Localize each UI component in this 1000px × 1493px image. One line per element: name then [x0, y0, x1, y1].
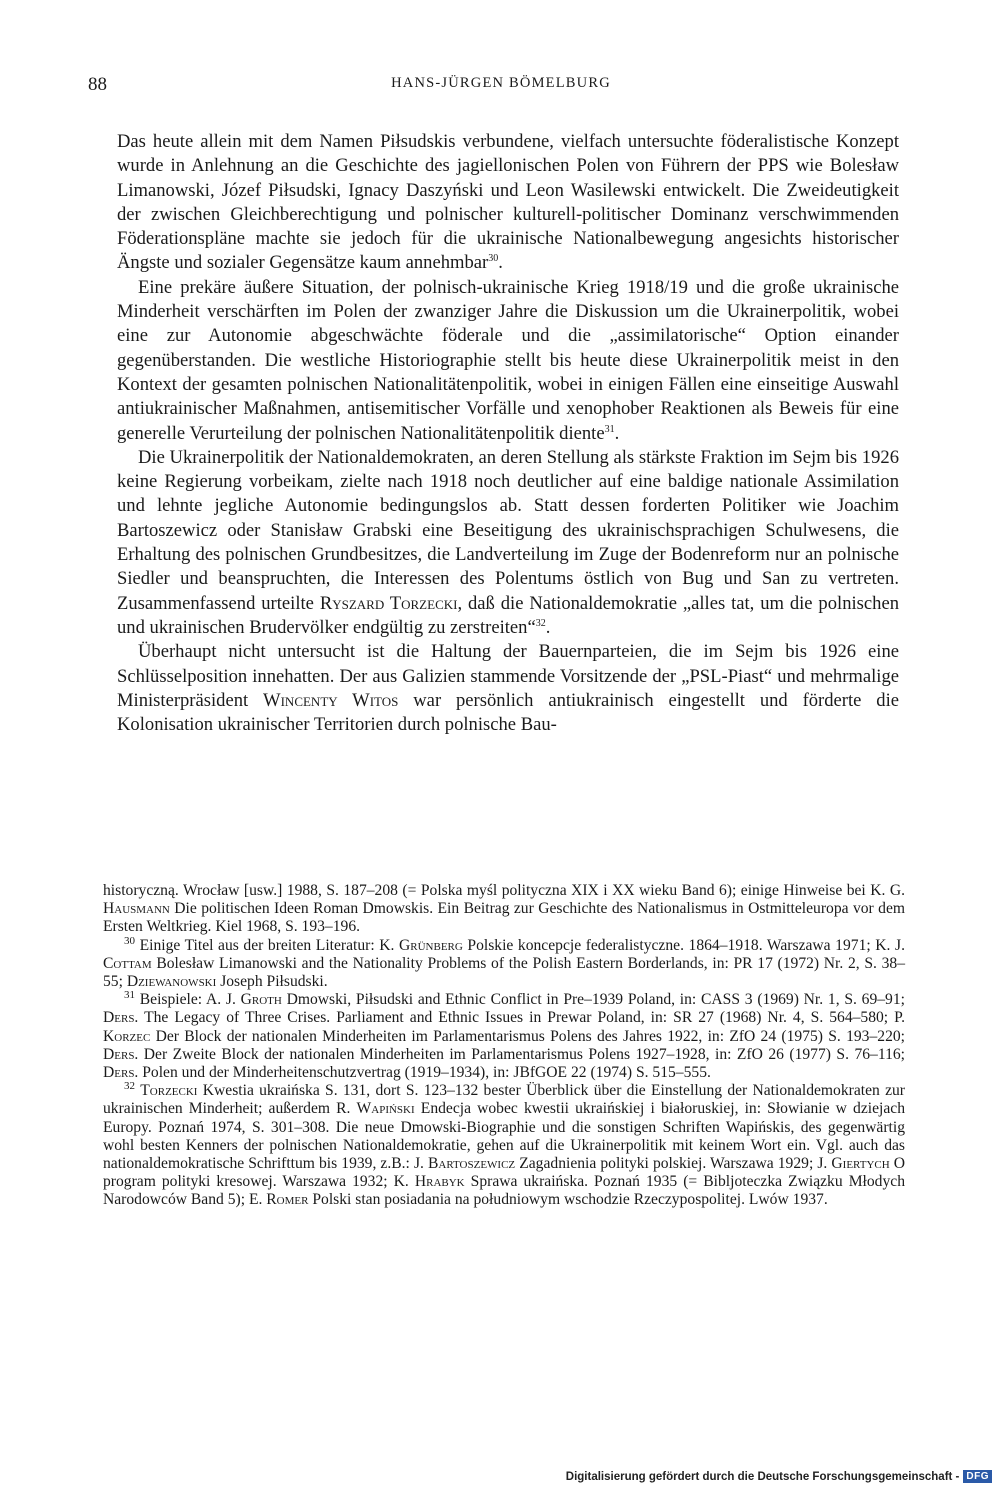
- author-name: Wapiński: [356, 1100, 415, 1118]
- author-name: Romer: [266, 1191, 309, 1209]
- author-name: Ders.: [103, 1009, 139, 1027]
- author-name: Grünberg: [399, 936, 463, 954]
- footnote-marker: 32: [535, 617, 546, 629]
- paragraph-text: war persönlich antiukrainisch eingestellt und förderte die Kolonisation ukrainischer Territorien durch polnische Bau-: [117, 689, 899, 736]
- footnote-number: 30: [124, 934, 135, 947]
- page-header: [88, 74, 914, 102]
- paragraph-4: [117, 640, 899, 737]
- author-name: Groth: [240, 991, 282, 1009]
- footnotes: [103, 882, 905, 1210]
- dfg-logo: DFG: [963, 1470, 992, 1483]
- footnote-text: Der Zweite Block der nationalen Minderheiten im Parlamentarismus Polens 1927–1928, in: ZfO 26 (1977) S. 76–116;: [138, 1045, 905, 1063]
- author-name: Hrabyk: [414, 1173, 465, 1191]
- author-name: Ryszard Torzecki: [319, 592, 458, 614]
- author-name: Korzec: [103, 1027, 151, 1045]
- footnote-text: Polskie koncepcje federalistyczne. 1864–1918. Warszawa 1971; K. J.: [462, 936, 905, 954]
- running-head: HANS-JÜRGEN BÖMELBURG: [391, 75, 611, 91]
- footnote-number: 31: [124, 989, 135, 1002]
- footnote-text: Der Block der nationalen Minderheiten im Parlamentarismus Polens des Jahres 1922, in: ZfO 24 (1975) S. 193–220;: [150, 1027, 905, 1045]
- footnote-text: Polen und der Minderheitenschutzvertrag (1919–1934), in: JBfGOE 22 (1974) S. 515–555.: [138, 1064, 711, 1082]
- footnote-number: 32: [124, 1080, 135, 1093]
- paragraph-3: [117, 446, 899, 640]
- footnote-marker: 31: [604, 423, 615, 435]
- author-name: Giertych: [831, 1155, 890, 1173]
- page-number: 88: [88, 74, 107, 95]
- author-name: Ders.: [103, 1064, 139, 1082]
- author-name: Bartoszewicz: [428, 1155, 516, 1173]
- footnote-text: Einige Titel aus der breiten Literatur: K.: [135, 936, 399, 954]
- punctuation: .: [545, 616, 551, 638]
- footnote-continuation: [103, 882, 905, 937]
- footnote-text: Kwestia ukraińska S. 131, dort S. 123–132 bester Überblick über die Einstellung der Nationaldemokraten zur ukrainischen Minderheit; außerdem R.: [103, 1082, 905, 1118]
- paragraph-2: [117, 276, 899, 446]
- footnote-marker: 30: [488, 253, 499, 265]
- digitization-credit: [566, 1470, 992, 1483]
- author-name: Hausmann: [103, 900, 170, 918]
- footnote-text: Sprawa ukraińska. Poznań 1935 (= Bibljoteczka Związku Młodych Narodowców Band 5); E.: [103, 1173, 905, 1209]
- footnote-32: [103, 1082, 905, 1209]
- author-name: Dziewanowski: [126, 973, 217, 991]
- footnote-text: Joseph Piłsudski.: [216, 973, 328, 991]
- author-name: Wincenty Witos: [263, 689, 399, 711]
- footnote-text: Bolesław Limanowski and the Nationality Problems of the Polish Eastern Borderlands, in: PR 17 (1972) Nr. 2, S. 38–55;: [103, 954, 905, 991]
- footnote-text: Zagadnienia polityki polskiej. Warszawa 1929; J.: [515, 1155, 832, 1173]
- paragraph-text: Das heute allein mit dem Namen Piłsudskis verbundene, vielfach untersuchte föderalistische Konzept wurde in Anlehnung an die Geschichte des jagiellonischen Polen von Führern der PPS wie Bolesław Limanowski, Józef Piłsudski, Ignacy Daszyński und Leon Wasilewski entwickelt. Die Zweideutigkeit der zwischen Gleichberechtigung und polnischer kulturell-politischer Dominanz verschwimmenden Föderationspläne machte sie jedoch für die ukrainische Nationalbewegung angesichts historischer Ängste und sozialer Gegensätze kaum annehmbar: [117, 131, 899, 274]
- author-name: Torzecki: [140, 1082, 198, 1100]
- credit-text: Digitalisierung gefördert durch die Deutsche Forschungsgemeinschaft -: [565, 1470, 960, 1483]
- footnote-text: Dmowski, Piłsudski and Ethnic Conflict in Pre–1939 Poland, in: CASS 3 (1969) Nr. 1, S. 69–91;: [281, 991, 905, 1009]
- footnote-31: [103, 991, 905, 1082]
- punctuation: .: [498, 252, 503, 274]
- paragraph-text: Eine prekäre äußere Situation, der polnisch-ukrainische Krieg 1918/19 und die große ukrainische Minderheit verschärften im Polen der zwanziger Jahre die Diskussion um die Ukrainerpolitik, wobei eine zur Autonomie abgeschwächte föderale und die „assimilatorische“ Option einander gegenüberstanden. Die westliche Historiographie stellt bis heute diese Ukrainerpolitik meist in den Kontext der gesamten polnischen Nationalitätenpolitik, wobei in einigen Fällen eine einseitige Auswahl antiukrainischer Maßnahmen, antisemitischer Vorfälle und xenophober Reaktionen als Beweis für eine generelle Verurteilung der polnischen Nationalitätenpolitik diente: [117, 276, 899, 444]
- footnote-text: Die politischen Ideen Roman Dmowskis. Ein Beitrag zur Geschichte des Nationalismus in Ostmitteleuropa vor dem Ersten Weltkrieg. Kiel 1968, S. 193–196.: [103, 900, 905, 936]
- body-text: [117, 130, 899, 737]
- footnote-text: historyczną. Wrocław [usw.] 1988, S. 187–208 (= Polska myśl polityczna XIX i XX wieku Band 6); einige Hinweise bei K. G.: [103, 882, 905, 899]
- footnote-30: [103, 934, 905, 992]
- author-name: Ders.: [103, 1045, 139, 1063]
- paragraph-text: Die Ukrainerpolitik der Nationaldemokraten, an deren Stellung als stärkste Fraktion im Sejm bis 1926 keine Regierung vorbeikam, zielte nach 1918 noch deutlicher auf eine baldige nationale Assimilation und lehnte jegliche Autonomie bedingungslos ab. Statt dessen forderten Politiker wie Joachim Bartoszewicz oder Stanisław Grabski eine Beseitigung des ukrainischsprachigen Schulwesens, die Erhaltung des polnischen Grundbesitzes, die Landverteilung im Zuge der Bodenreform nur an polnische Siedler und beanspruchten, die Interessen des Polentums östlich von Bug und San zu vertreten. Zusammenfassend urteilte: [117, 446, 899, 614]
- footnote-text: Beispiele: A. J.: [135, 991, 241, 1009]
- author-name: Cottam: [103, 954, 152, 972]
- punctuation: .: [614, 422, 620, 444]
- footnote-text: O program polityki kresowej. Warszawa 1932; K.: [103, 1155, 906, 1191]
- paragraph-text: , daß die Nationaldemokratie „alles tat, um die polnischen und ukrainischen Brudervölker endgültig zu zerstreiten“: [117, 592, 899, 638]
- footnote-text: The Legacy of Three Crises. Parliament and Ethnic Issues in Prewar Poland, in: SR 27 (1968) Nr. 4, S. 564–580; P.: [138, 1009, 905, 1027]
- footnote-text: Polski stan posiadania na południowym wschodzie Rzeczypospolitej. Lwów 1937.: [308, 1191, 828, 1209]
- paragraph-1: [117, 130, 899, 276]
- paragraph-text: Überhaupt nicht untersucht ist die Haltung der Bauernparteien, die im Sejm bis 1926 eine Schlüsselposition innehatten. Der aus Galizien stammende Vorsitzende der „PSL-Piast“ und mehrmalige Ministerpräsident: [117, 641, 899, 711]
- footnote-text: Endecja wobec kwestii ukraińskiej i białoruskiej, in: Słowianie w dziejach Europy. Poznań 1974, S. 301–308. Die neue Dmowski-Biographie und die sonstigen Schriften Wapińskis, des gegenwärtig wohl besten Kenners der polnischen Nationaldemokratie, gehen auf die Ukrainerpolitik mit keinem Wort ein. Vgl. auch das nationaldemokratische Schrifttum bis 1939, z.B.: J.: [103, 1100, 905, 1173]
